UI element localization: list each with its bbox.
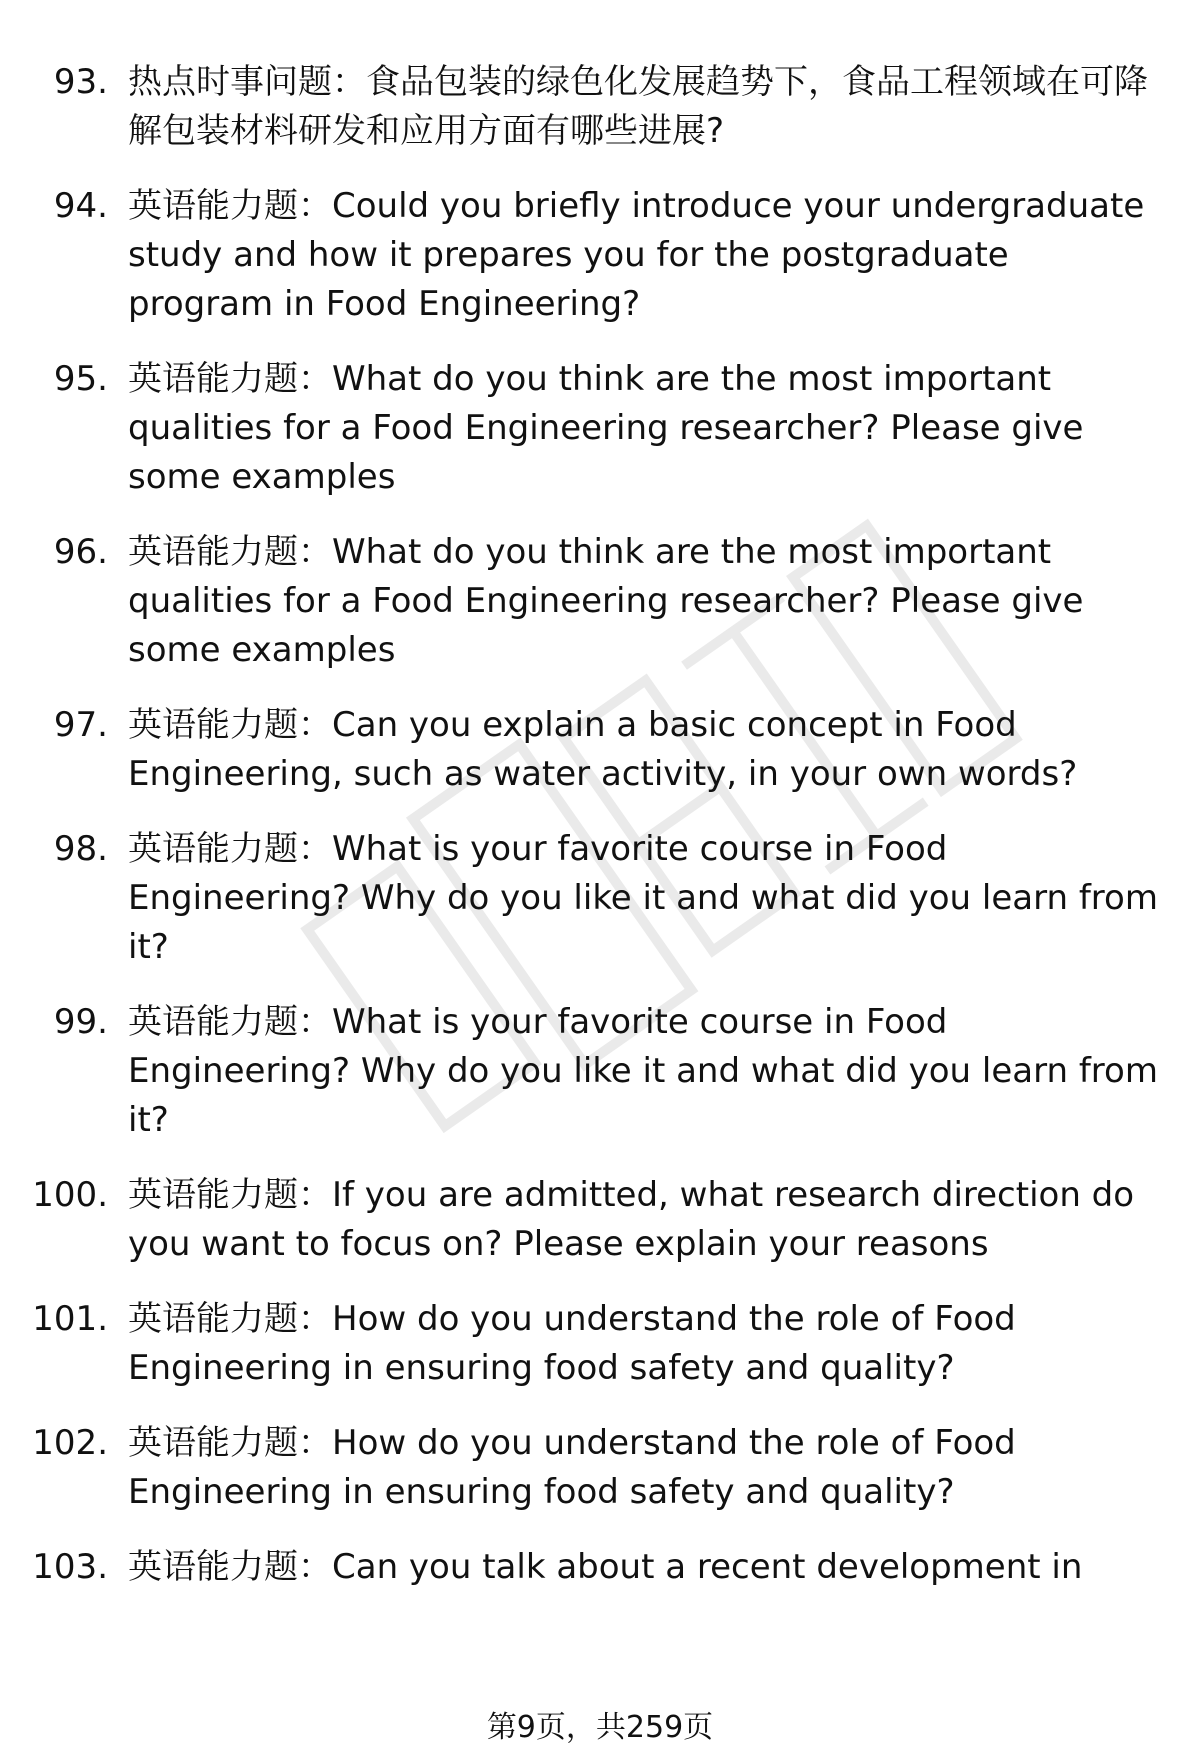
question-item: [0, 998, 1200, 1145]
question-item: [0, 182, 1200, 329]
question-item: [0, 825, 1200, 972]
question-number: 97.: [53, 705, 108, 745]
question-item: [0, 1171, 1200, 1269]
question-number: 99.: [53, 1002, 108, 1042]
question-text: 英语能力题：How do you understand the role of Food Engineering in ensuring food safety and quality?: [128, 1423, 1016, 1512]
question-text: 英语能力题：What do you think are the most important qualities for a Food Engineering researcher? Please give some examples: [128, 532, 1084, 670]
page-footer: 第9页，共259页: [486, 1710, 714, 1745]
question-item: [0, 528, 1200, 675]
question-text: 英语能力题：Could you briefly introduce your undergraduate study and how it prepares you for the postgraduate program in Food Engineering?: [128, 186, 1145, 324]
question-text: 英语能力题：Can you explain a basic concept in Food Engineering, such as water activity, in your own words?: [128, 705, 1078, 794]
question-item: [0, 701, 1200, 799]
question-text: 英语能力题：What is your favorite course in Food Engineering? Why do you like it and what did you learn from it?: [128, 1002, 1158, 1140]
question-number: 95.: [53, 359, 108, 399]
question-text: 英语能力题：What do you think are the most important qualities for a Food Engineering researcher? Please give some examples: [128, 359, 1084, 497]
question-item: [0, 355, 1200, 502]
question-list: [0, 58, 1200, 1618]
question-text: 英语能力题：Can you talk about a recent development in: [128, 1547, 1083, 1587]
question-item: [0, 1543, 1200, 1592]
question-number: 96.: [53, 532, 108, 572]
question-item: [0, 58, 1200, 156]
question-text: 英语能力题：If you are admitted, what research direction do you want to focus on? Please explain your reasons: [128, 1175, 1135, 1264]
question-number: 101.: [32, 1299, 108, 1339]
question-text: 英语能力题：What is your favorite course in Food Engineering? Why do you like it and what did you learn from it?: [128, 829, 1158, 967]
question-number: 93.: [53, 62, 108, 102]
question-number: 102.: [32, 1423, 108, 1463]
question-text: 热点时事问题：食品包装的绿色化发展趋势下，食品工程领域在可降解包装材料研发和应用方面有哪些进展?: [128, 62, 1148, 151]
question-item: [0, 1419, 1200, 1517]
question-number: 103.: [32, 1547, 108, 1587]
question-number: 100.: [32, 1175, 108, 1215]
question-item: [0, 1295, 1200, 1393]
question-number: 94.: [53, 186, 108, 226]
question-number: 98.: [53, 829, 108, 869]
question-text: 英语能力题：How do you understand the role of Food Engineering in ensuring food safety and quality?: [128, 1299, 1016, 1388]
